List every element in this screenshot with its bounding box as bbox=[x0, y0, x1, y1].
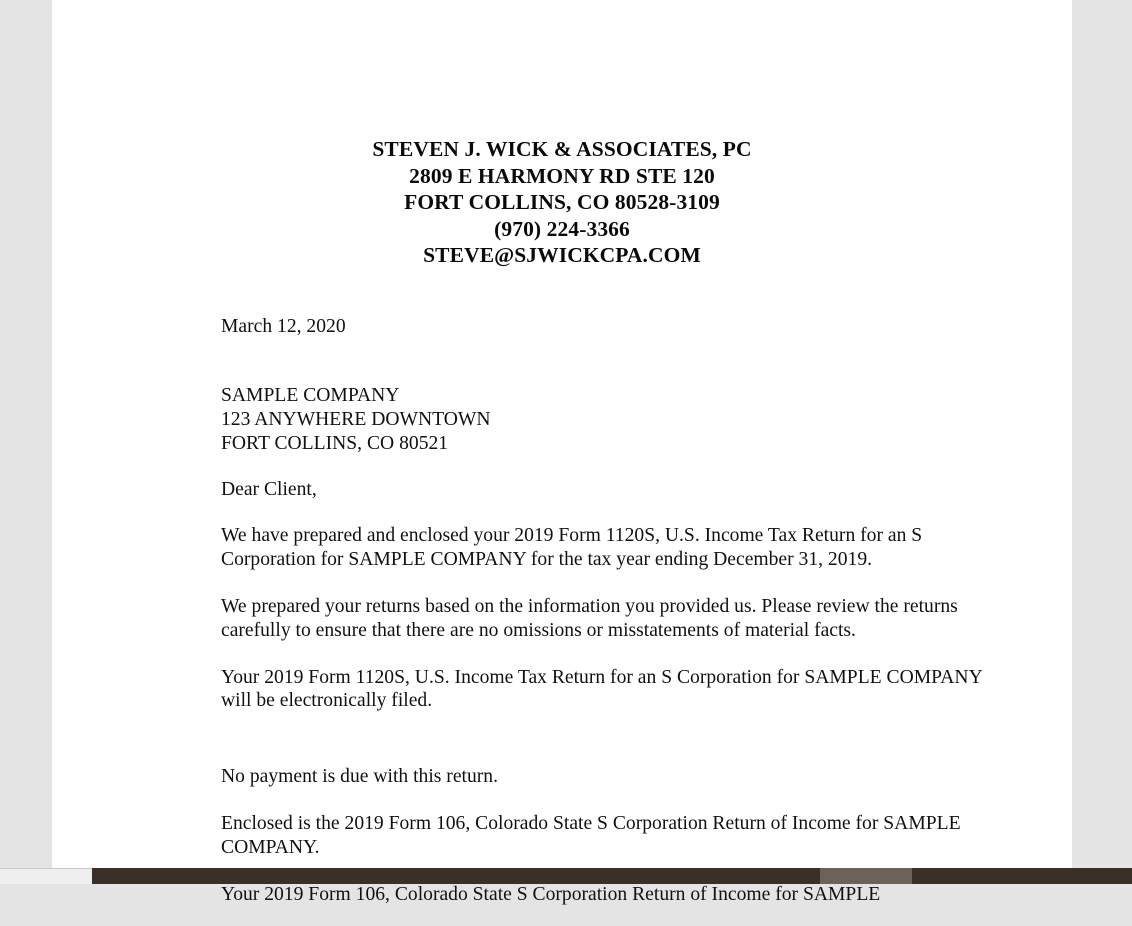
letterhead-firm-name: STEVEN J. WICK & ASSOCIATES, PC bbox=[372, 137, 752, 161]
page-content bbox=[52, 0, 1072, 926]
letterhead-street: 2809 E HARMONY RD STE 120 bbox=[409, 163, 715, 188]
letter-paragraph-colorado-filing: Your 2019 Form 106, Colorado State S Corporation Return of Income for SAMPLE bbox=[221, 883, 881, 905]
horizontal-scrollbar[interactable] bbox=[0, 868, 1132, 884]
scrollbar-track-left[interactable] bbox=[0, 868, 92, 884]
letterhead-email: STEVE@SJWICKCPA.COM bbox=[423, 243, 701, 267]
scrollbar-thumb[interactable] bbox=[820, 868, 912, 884]
letterhead-phone: (970) 224-3366 bbox=[494, 216, 630, 241]
letter-paragraph-3: Your 2019 Form 1120S, U.S. Income Tax Return for an S Corporation for SAMPLE COMPANY will be electronically filed. bbox=[221, 666, 982, 712]
letter-salutation: Dear Client, bbox=[221, 478, 317, 500]
letter-date: March 12, 2020 bbox=[221, 315, 346, 337]
scrollbar-track[interactable] bbox=[92, 868, 1132, 884]
recipient-city-state-zip: FORT COLLINS, CO 80521 bbox=[221, 432, 449, 454]
letter-paragraph-1: We have prepared and enclosed your 2019 Form 1120S, U.S. Income Tax Return for an S Corporation for SAMPLE COMPANY for the tax year ending December 31, 2019. bbox=[221, 525, 923, 571]
recipient-name: SAMPLE COMPANY bbox=[221, 385, 400, 407]
document-page bbox=[52, 0, 1072, 905]
letterhead bbox=[52, 136, 1072, 269]
recipient-street: 123 ANYWHERE DOWNTOWN bbox=[221, 409, 491, 431]
letter-paragraph-no-payment: No payment is due with this return. bbox=[221, 766, 498, 788]
recipient-address-block bbox=[221, 384, 992, 455]
letter-paragraph-colorado-enclosure: Enclosed is the 2019 Form 106, Colorado State S Corporation Return of Income for SAMPLE COMPANY. bbox=[221, 813, 961, 858]
letter-body bbox=[221, 315, 992, 907]
letter-paragraph-2: We prepared your returns based on the information you provided us. Please review the returns carefully to ensure that there are no omissions or misstatements of material facts. bbox=[221, 596, 958, 641]
letterhead-city-state-zip: FORT COLLINS, CO 80528-3109 bbox=[404, 190, 720, 214]
